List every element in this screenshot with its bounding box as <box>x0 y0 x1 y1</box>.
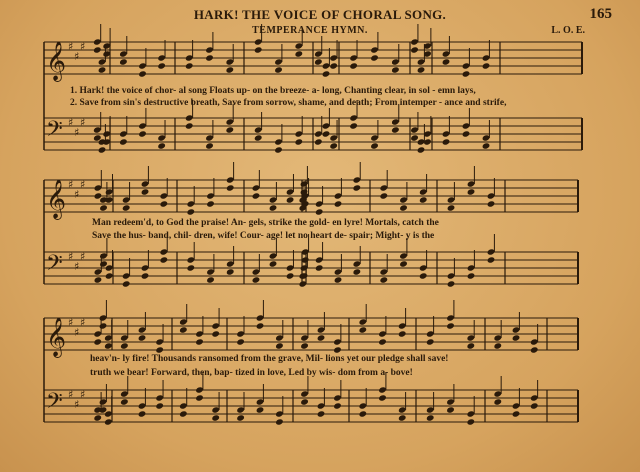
sharp-sign: ♯ <box>74 326 80 339</box>
note-head <box>512 334 521 341</box>
note-head <box>269 260 278 267</box>
sharp-sign: ♯ <box>74 398 80 411</box>
note-head <box>122 204 131 211</box>
note-head <box>252 276 261 283</box>
note-head <box>99 204 108 211</box>
note-head <box>205 54 214 61</box>
note-head <box>205 142 214 149</box>
sharp-sign: ♯ <box>68 40 74 53</box>
sharp-sign: ♯ <box>80 116 86 129</box>
note-head <box>314 58 323 65</box>
note-head <box>359 410 368 417</box>
treble-clef: 𝄞 <box>46 179 67 219</box>
note-head <box>317 334 326 341</box>
note-head <box>446 322 455 329</box>
treble-clef: 𝄞 <box>46 317 67 357</box>
note-head <box>446 406 455 413</box>
note-head <box>417 146 426 153</box>
bass-clef: 𝄢 <box>46 389 63 419</box>
note-head <box>93 414 102 421</box>
note-head <box>254 134 263 141</box>
note-head <box>353 268 362 275</box>
note-head <box>141 188 150 195</box>
note-head <box>333 346 342 353</box>
note-head <box>410 46 419 53</box>
note-head <box>122 280 131 287</box>
note-head <box>493 342 502 349</box>
note-head <box>104 418 113 425</box>
note-head <box>236 414 245 421</box>
note-head <box>482 142 491 149</box>
note-head <box>99 322 108 329</box>
note-head <box>419 196 428 203</box>
note-head <box>160 200 169 207</box>
note-head <box>155 402 164 409</box>
tune-name: TEMPERANCE HYMN. <box>252 25 368 36</box>
note-head <box>426 414 435 421</box>
sharp-sign: ♯ <box>74 50 80 63</box>
note-head <box>119 138 128 145</box>
note-head <box>295 50 304 57</box>
lyric-line-system3-verse1: heav'n- ly fire! Thousands ransomed from the grave, Mil- lions yet our pledge shall save! <box>90 354 449 364</box>
note-head <box>300 398 309 405</box>
note-head <box>349 62 358 69</box>
note-head <box>226 126 235 133</box>
lyric-line-system1-verse2: 2. Save from sin's destructive breath, Save from sorrow, shame, and death; From intemper - ance and strife, <box>70 98 507 108</box>
lyric-line-system2-verse2: Save the hus- band, chil- dren, wife! Cour- age! let no heart de- spair; Might- y is the <box>92 231 435 241</box>
note-head <box>179 326 188 333</box>
note-head <box>275 418 284 425</box>
sharp-sign: ♯ <box>68 250 74 263</box>
note-head <box>185 62 194 69</box>
note-head <box>399 260 408 267</box>
note-head <box>391 126 400 133</box>
note-head <box>442 138 451 145</box>
note-head <box>120 342 129 349</box>
sharp-sign: ♯ <box>80 250 86 263</box>
sharp-sign: ♯ <box>80 40 86 53</box>
note-head <box>398 330 407 337</box>
note-head <box>419 272 428 279</box>
note-head <box>185 122 194 129</box>
sharp-sign: ♯ <box>80 178 86 191</box>
note-head <box>269 204 278 211</box>
note-head <box>317 410 326 417</box>
note-head <box>359 326 368 333</box>
note-head <box>206 276 215 283</box>
note-head <box>157 142 166 149</box>
note-head <box>447 280 456 287</box>
note-head <box>467 272 476 279</box>
note-head <box>462 70 471 77</box>
note-head <box>467 418 476 425</box>
note-head <box>487 256 496 263</box>
note-head <box>120 398 129 405</box>
sharp-sign: ♯ <box>74 260 80 273</box>
sharp-sign: ♯ <box>80 316 86 329</box>
note-head <box>334 276 343 283</box>
note-head <box>295 138 304 145</box>
note-head <box>286 196 295 203</box>
note-head <box>211 414 220 421</box>
note-head <box>155 346 164 353</box>
note-head <box>512 410 521 417</box>
note-head <box>370 54 379 61</box>
note-head <box>447 204 456 211</box>
note-head <box>211 330 220 337</box>
note-head <box>141 272 150 279</box>
note-head <box>157 62 166 69</box>
note-head <box>226 184 235 191</box>
note-head <box>314 138 323 145</box>
note-head <box>467 188 476 195</box>
note-head <box>329 142 338 149</box>
note-head <box>275 342 284 349</box>
note-head <box>482 62 491 69</box>
note-head <box>274 66 283 73</box>
note-head <box>442 58 451 65</box>
note-head <box>286 272 295 279</box>
note-head <box>99 260 108 267</box>
sharp-sign: ♯ <box>68 116 74 129</box>
note-head <box>256 406 265 413</box>
bass-clef: 𝄢 <box>46 251 63 281</box>
note-head <box>380 192 389 199</box>
note-head <box>187 264 196 271</box>
note-head <box>467 342 476 349</box>
note-head <box>187 208 196 215</box>
note-head <box>98 146 107 153</box>
note-head <box>252 192 261 199</box>
note-head <box>462 130 471 137</box>
bass-clef: 𝄢 <box>46 117 63 147</box>
note-head <box>236 338 245 345</box>
note-head <box>410 134 419 141</box>
note-head <box>138 70 147 77</box>
note-head <box>300 342 309 349</box>
note-head <box>378 394 387 401</box>
note-head <box>138 130 147 137</box>
note-head <box>530 346 539 353</box>
composer: L. O. E. <box>551 25 585 36</box>
note-head <box>399 204 408 211</box>
note-head <box>349 122 358 129</box>
note-head <box>256 322 265 329</box>
note-head <box>93 338 102 345</box>
note-head <box>333 402 342 409</box>
note-head <box>226 66 235 73</box>
note-head <box>493 398 502 405</box>
note-head <box>426 338 435 345</box>
note-head <box>195 338 204 345</box>
note-head <box>322 130 331 137</box>
note-head <box>487 200 496 207</box>
lyric-line-system1-verse1: 1. Hark! the voice of chor- al song Floats up- on the breeze- a- long, Chanting clear, in sol - emn lays, <box>70 86 476 96</box>
note-head <box>329 62 338 69</box>
sharp-sign: ♯ <box>68 388 74 401</box>
note-head <box>226 268 235 275</box>
note-head <box>530 402 539 409</box>
note-head <box>417 66 426 73</box>
note-head <box>322 70 331 77</box>
note-head <box>398 414 407 421</box>
sharp-sign: ♯ <box>74 126 80 139</box>
note-head <box>380 276 389 283</box>
note-head <box>353 184 362 191</box>
note-head <box>254 46 263 53</box>
note-head <box>206 200 215 207</box>
note-head <box>195 394 204 401</box>
note-head <box>138 410 147 417</box>
note-head <box>315 264 324 271</box>
note-head <box>378 338 387 345</box>
lyric-line-system3-verse2: truth we bear! Forward, then, bap- tized in love, Led by wis- dom from a- bove! <box>90 368 413 378</box>
note-head <box>160 256 169 263</box>
note-head <box>98 66 107 73</box>
hymn-title: HARK! THE VOICE OF CHORAL SONG. <box>193 7 447 22</box>
sharp-sign: ♯ <box>74 188 80 201</box>
page-number: 165 <box>589 6 612 22</box>
note-head <box>179 410 188 417</box>
note-head <box>105 272 114 279</box>
note-head <box>138 334 147 341</box>
note-head <box>105 196 114 203</box>
note-head <box>391 66 400 73</box>
note-head <box>274 146 283 153</box>
lyric-line-system2-verse1: Man redeem'd, to God the praise! An- gels, strike the gold- en lyre! Mortals, catch the <box>92 218 439 228</box>
sharp-sign: ♯ <box>68 178 74 191</box>
note-head <box>104 342 113 349</box>
sharp-sign: ♯ <box>68 316 74 329</box>
note-head <box>119 58 128 65</box>
sharp-sign: ♯ <box>80 388 86 401</box>
note-head <box>94 276 103 283</box>
note-head <box>334 200 343 207</box>
note-head <box>370 142 379 149</box>
treble-clef: 𝄞 <box>46 41 67 81</box>
note-head <box>94 192 103 199</box>
note-head <box>315 208 324 215</box>
note-head <box>93 46 102 53</box>
